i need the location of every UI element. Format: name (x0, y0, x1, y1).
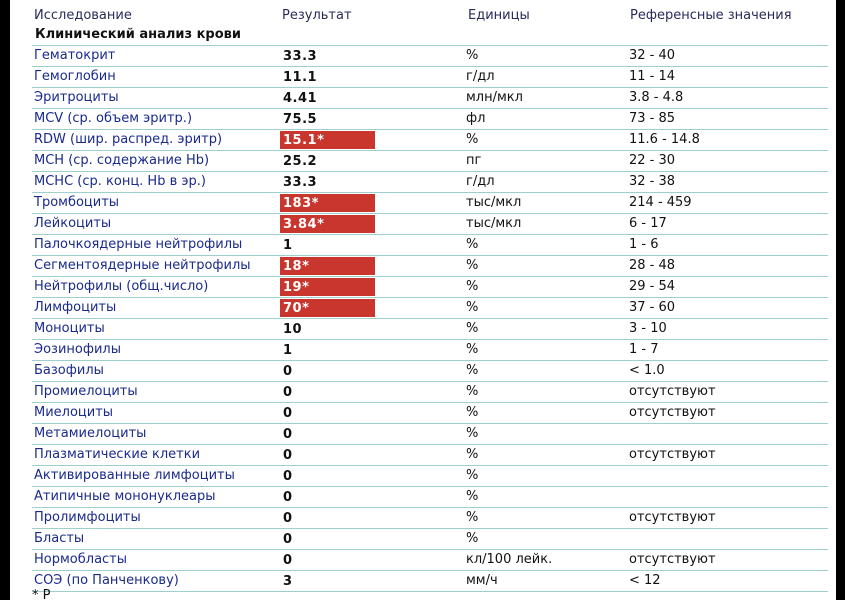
table-row (32, 235, 828, 256)
header-result: Результат (282, 8, 352, 23)
units-value: % (466, 489, 479, 504)
reference-range: 214 - 459 (629, 195, 692, 210)
table-row (32, 571, 828, 592)
units-value: % (466, 531, 479, 546)
table-header (32, 5, 828, 26)
result-flag-highlight (280, 131, 375, 149)
result-value: 18* (283, 259, 310, 274)
section-title-row (32, 26, 828, 46)
units-value: тыс/мкл (466, 195, 522, 210)
units-value: % (466, 258, 479, 273)
units-value: % (466, 384, 479, 399)
result-value: 0 (283, 385, 293, 400)
header-reference: Референсные значения (630, 8, 792, 23)
table-row (32, 67, 828, 88)
test-name: Гемоглобин (34, 69, 116, 84)
units-value: % (466, 321, 479, 336)
result-value: 15.1* (283, 133, 325, 148)
reference-range: < 12 (629, 573, 661, 588)
table-row (32, 550, 828, 571)
test-name: MCHC (ср. конц. Hb в эр.) (34, 174, 206, 189)
result-value: 19* (283, 280, 310, 295)
test-name: Плазматические клетки (34, 447, 201, 462)
test-name: СОЭ (по Панченкову) (34, 573, 179, 588)
result-value: 10 (283, 322, 303, 337)
test-name: Лейкоциты (34, 216, 112, 231)
result-flag-highlight (280, 278, 375, 296)
reference-range: отсутствуют (629, 384, 716, 399)
table-body (32, 46, 828, 592)
test-name: Палочкоядерные нейтрофилы (34, 237, 243, 252)
reference-range: 1 - 6 (629, 237, 659, 252)
result-value: 0 (283, 553, 293, 568)
reference-range: отсутствуют (629, 552, 716, 567)
result-cell (280, 383, 375, 401)
result-value: 33.3 (283, 175, 318, 190)
table-row (32, 382, 828, 403)
test-name: Базофилы (34, 363, 104, 378)
units-value: % (466, 300, 479, 315)
result-flag-highlight (280, 194, 375, 212)
units-value: % (466, 426, 479, 441)
result-cell (280, 236, 375, 254)
table-row (32, 319, 828, 340)
units-value: % (466, 132, 479, 147)
units-value: г/дл (466, 69, 495, 84)
reference-range: 29 - 54 (629, 279, 676, 294)
result-cell (280, 425, 375, 443)
result-value: 33.3 (283, 49, 318, 64)
reference-range: < 1.0 (629, 363, 665, 378)
result-value: 0 (283, 511, 293, 526)
reference-range: 11 - 14 (629, 69, 676, 84)
units-value: г/дл (466, 174, 495, 189)
result-value: 1 (283, 238, 293, 253)
test-name: Пролимфоциты (34, 510, 141, 525)
result-flag-highlight (280, 215, 375, 233)
reference-range: 3.8 - 4.8 (629, 90, 684, 105)
test-name: Моноциты (34, 321, 105, 336)
units-value: кл/100 лейк. (466, 552, 553, 567)
table-row (32, 109, 828, 130)
table-row (32, 151, 828, 172)
header-test: Исследование (34, 8, 132, 23)
report-page (10, 0, 836, 600)
results-table (32, 5, 828, 592)
table-row (32, 403, 828, 424)
units-value: % (466, 363, 479, 378)
reference-range: 6 - 17 (629, 216, 667, 231)
test-name: RDW (шир. распред. эритр) (34, 132, 223, 147)
table-row (32, 424, 828, 445)
result-value: 0 (283, 406, 293, 421)
result-value: 75.5 (283, 112, 318, 127)
table-row (32, 361, 828, 382)
result-value: 0 (283, 490, 293, 505)
test-name: Тромбоциты (34, 195, 120, 210)
test-name: Эозинофилы (34, 342, 121, 357)
reference-range: отсутствуют (629, 510, 716, 525)
test-name: Эритроциты (34, 90, 119, 105)
units-value: % (466, 447, 479, 462)
table-row (32, 445, 828, 466)
result-value: 3.84* (283, 217, 325, 232)
result-value: 0 (283, 469, 293, 484)
table-row (32, 466, 828, 487)
reference-range: 22 - 30 (629, 153, 676, 168)
table-row (32, 88, 828, 109)
result-value: 4.41 (283, 91, 318, 106)
result-value: 0 (283, 532, 293, 547)
test-name: MCH (ср. содержание Hb) (34, 153, 210, 168)
units-value: мм/ч (466, 573, 498, 588)
result-cell (280, 488, 375, 506)
units-value: % (466, 279, 479, 294)
test-name: Нормобласты (34, 552, 128, 567)
result-cell (280, 446, 375, 464)
units-value: млн/мкл (466, 90, 523, 105)
table-row (32, 277, 828, 298)
result-cell (280, 362, 375, 380)
test-name: Лимфоциты (34, 300, 117, 315)
test-name: Атипичные мононуклеары (34, 489, 216, 504)
result-value: 0 (283, 427, 293, 442)
test-name: Гематокрит (34, 48, 116, 63)
units-value: % (466, 342, 479, 357)
result-cell (280, 110, 375, 128)
reference-range: 28 - 48 (629, 258, 676, 273)
result-cell (280, 509, 375, 527)
result-value: 11.1 (283, 70, 318, 85)
result-cell (280, 530, 375, 548)
table-row (32, 340, 828, 361)
units-value: % (466, 510, 479, 525)
table-row (32, 130, 828, 151)
test-name: Метамиелоциты (34, 426, 147, 441)
footnote: * Р (32, 588, 51, 600)
result-cell (280, 341, 375, 359)
units-value: % (466, 48, 479, 63)
test-name: Бласты (34, 531, 85, 546)
result-value: 0 (283, 364, 293, 379)
units-value: % (466, 468, 479, 483)
reference-range: 32 - 38 (629, 174, 676, 189)
result-value: 25.2 (283, 154, 318, 169)
result-cell (280, 47, 375, 65)
result-value: 70* (283, 301, 310, 316)
units-value: тыс/мкл (466, 216, 522, 231)
result-cell (280, 467, 375, 485)
result-cell (280, 152, 375, 170)
result-cell (280, 404, 375, 422)
reference-range: 73 - 85 (629, 111, 676, 126)
reference-range: 32 - 40 (629, 48, 676, 63)
reference-range: 37 - 60 (629, 300, 676, 315)
units-value: % (466, 405, 479, 420)
reference-range: 11.6 - 14.8 (629, 132, 700, 147)
table-row (32, 214, 828, 235)
table-row (32, 46, 828, 67)
test-name: Миелоциты (34, 405, 114, 420)
test-name: MCV (ср. объем эритр.) (34, 111, 193, 126)
table-row (32, 487, 828, 508)
result-value: 3 (283, 574, 293, 589)
result-flag-highlight (280, 257, 375, 275)
test-name: Нейтрофилы (общ.число) (34, 279, 209, 294)
test-name: Активированные лимфоциты (34, 468, 235, 483)
result-cell (280, 551, 375, 569)
result-value: 183* (283, 196, 319, 211)
result-cell (280, 89, 375, 107)
header-units: Единицы (468, 8, 530, 23)
reference-range: 1 - 7 (629, 342, 659, 357)
table-row (32, 508, 828, 529)
table-row (32, 256, 828, 277)
table-row (32, 298, 828, 319)
reference-range: отсутствуют (629, 405, 716, 420)
table-row (32, 193, 828, 214)
reference-range: 3 - 10 (629, 321, 667, 336)
units-value: фл (466, 111, 486, 126)
test-name: Промиелоциты (34, 384, 138, 399)
table-row (32, 172, 828, 193)
section-title: Клинический анализ крови (35, 27, 241, 42)
units-value: % (466, 237, 479, 252)
table-row (32, 529, 828, 550)
result-value: 1 (283, 343, 293, 358)
result-value: 0 (283, 448, 293, 463)
result-cell (280, 173, 375, 191)
result-cell (280, 572, 375, 590)
reference-range: отсутствуют (629, 447, 716, 462)
result-cell (280, 320, 375, 338)
result-cell (280, 68, 375, 86)
test-name: Сегментоядерные нейтрофилы (34, 258, 251, 273)
units-value: пг (466, 153, 482, 168)
result-flag-highlight (280, 299, 375, 317)
